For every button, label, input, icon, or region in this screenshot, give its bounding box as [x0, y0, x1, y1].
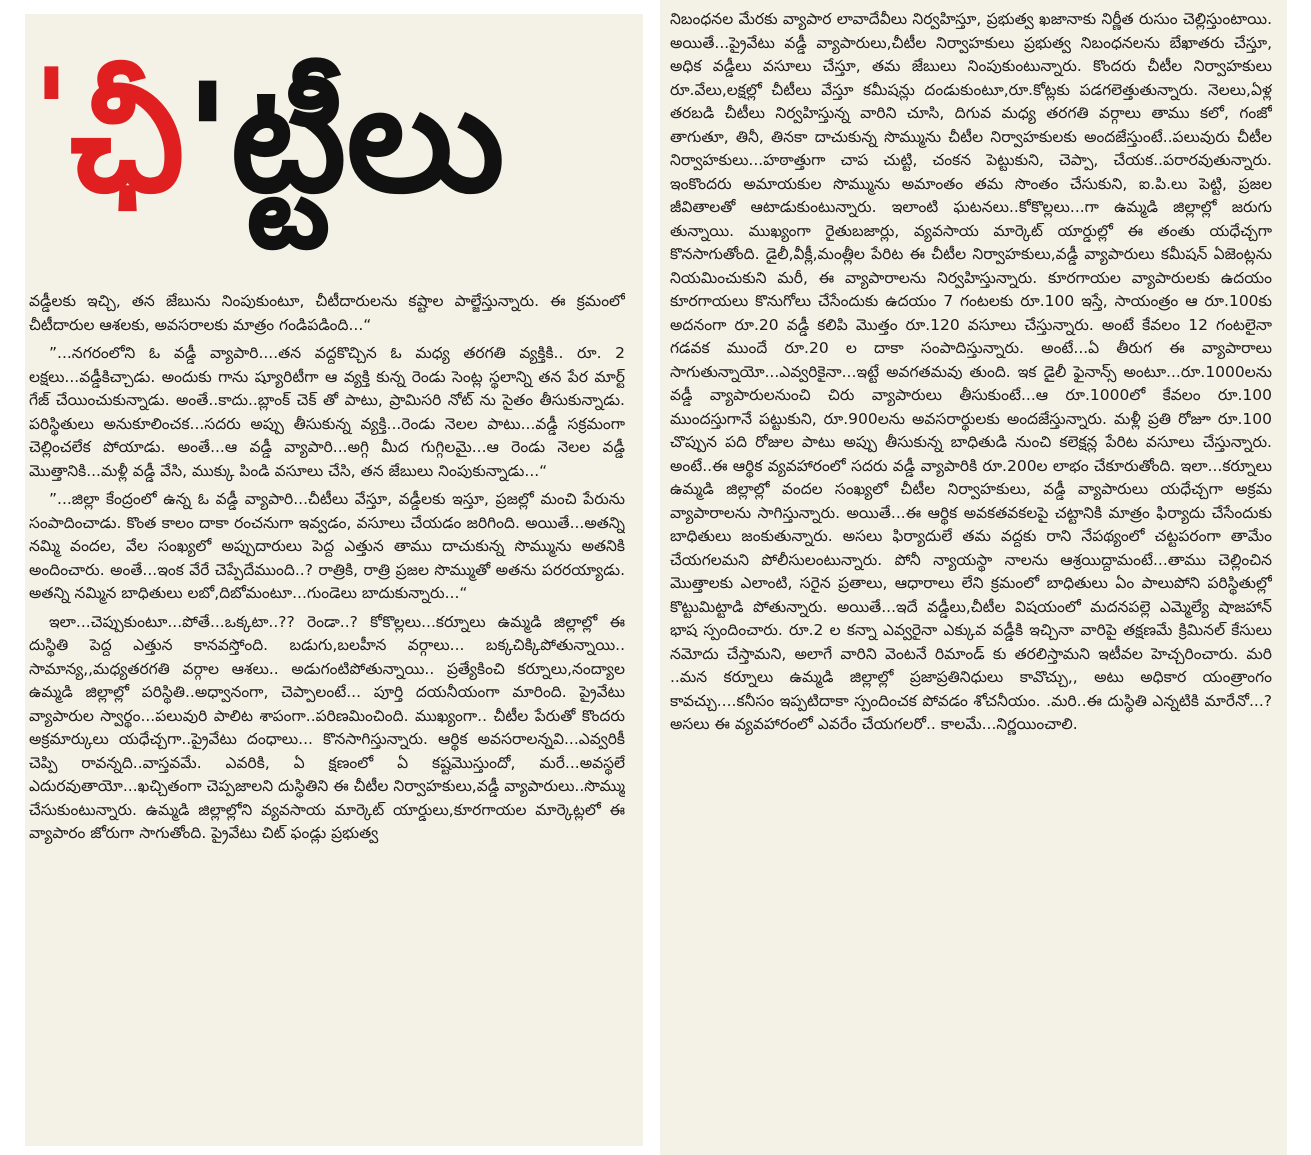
left-column [25, 14, 643, 1146]
headline-black-text: 'ట్టీలు [184, 52, 505, 226]
right-column-body [670, 8, 1272, 1148]
paragraph: ”...జిల్లా కేంద్రంలో ఉన్న ఓ వడ్డీ వ్యాపారి...చీటీలు వేస్తూ, వడ్డీలకు ఇస్తూ, ప్రజల్లో మంచి పేరును సంపాదించాడు. కొంత కాలం దాకా రంచనుగా ఇవ్వడం, వసూలు చేయడం జరిగింది. అయితే...అతన్ని నమ్మి వందల, వేల సంఖ్యలో అప్పుదారులు పెద్ద ఎత్తున తాము దాచుకున్న సొమ్మును అతనికి అందించారు. అంతే...ఇంక వేరే చెప్పేదేముంది..? రాత్రికి, రాత్రి ప్రజల సొమ్ముతో అతను పరరయ్యాడు. అతన్ని నమ్మిన బాధితులు లబో,దిబోమంటూ...గుండెలు బాదుకున్నారు...“ [29, 490, 625, 602]
paragraph: నిబంధనల మేరకు వ్యాపార లావాదేవీలు నిర్వహిస్తూ, ప్రభుత్వ ఖజానాకు నిర్ణీత రుసుం చెల్లిస్తుంటాయి. అయితే...ప్రైవేటు వడ్డీ వ్యాపారులు,చీటీల నిర్వాహకులు ప్రభుత్వ నిబంధనలను బేఖాతరు చేస్తూ, అధిక వడ్డీలు వసూలు చేస్తూ, తమ జేబులు నింపుకుంటున్నారు. కొందరు చీటీల నిర్వాహకులు రూ.వేలు,లక్షల్లో చీటీలు వేస్తూ కమీషన్లు దండుకుంటూ,రూ.కోట్లకు పడగలెత్తుతున్నారు. నెలలు,ఏళ్ల తరబడి చీటీలు నిర్వహిస్తున్న వారిని చూసి, దిగువ మధ్య తరగతి వర్గాలు తాము కలో, గంజో తాగుతూ, తినీ, తినకా దాచుకున్న సొమ్మును చీటీల నిర్వాహకులకు అందజేస్తుంటే..పలువురు చీటీల నిర్వాహకులు...హఠాత్తుగా చాప చుట్టి, చంకన పెట్టుకుని, చెప్పా, చేయక..పరారవుతున్నారు. ఇంకొందరు అమాయకుల సొమ్మును అమాంతం తమ సొంతం చేసుకుని, ఐ.పి.లు పెట్టి, ప్రజల జీవితాలతో ఆటాడుకుంటున్నారు. ఇలాంటి ఘటనలు..కోకొల్లలు...గా ఉమ్మడి జిల్లాల్లో జరుగు తున్నాయి. ముఖ్యంగా రైతుబజార్లు, వ్యవసాయ మార్కెట్ యార్డుల్లో ఈ తంతు యధేచ్చగా కొనసాగుతోంది. డైలీ,వీక్లీ,మంత్లీల పేరిట ఈ చీటీల నిర్వాహకులు,వడ్డీ వ్యాపారులు కమీషన్ ఏజెంట్లను నియమించుకుని మరీ, ఈ వ్యాపారాలను నిర్వహిస్తున్నారు. కూరగాయల వ్యాపారులకు ఉదయం కూరగాయలు కొనుగోలు చేసేందుకు ఉదయం 7 గంటలకు రూ.100 ఇస్తే, సాయంత్రం ఆ రూ.100కు అదనంగా రూ.20 వడ్డీ కలిపి మొత్తం రూ.120 వసూలు చేస్తున్నారు. అంటే కేవలం 12 గంటలైనా గడవక ముందే రూ.20 ల దాకా సంపాదిస్తున్నారు. అంటే...ఏ తీరుగ ఈ వ్యాపారాలు సాగుతున్నాయో...ఎవ్వరికైనా...ఇట్టే అవగతమవు తుంది. ఇక డైలీ ఫైనాన్స్ అంటూ...రూ.1000లను వడ్డీ వ్యాపారులనుంచి చిరు వ్యాపారులు తీసుకుంటే...ఆ రూ.1000లో కేవలం రూ.100 ముందస్తుగానే పట్టుకుని, రూ.900లను అవసరార్థులకు అందజేస్తున్నారు. మళ్లీ ప్రతి రోజూ రూ.100 చొప్పున పది రోజుల పాటు అప్పు తీసుకున్న బాధితుడి నుంచి కలెక్షన్ల పేరిట వసూలు చేస్తున్నారు. అంటే..ఈ ఆర్థిక వ్యవహారంలో సదరు వడ్డీ వ్యాపారికి రూ.200ల లాభం చేకూరుతోంది. ఇలా...కర్నూలు ఉమ్మడి జిల్లాల్లో వందల సంఖ్యలో చీటీల నిర్వాహకులు, వడ్డీ వ్యాపారులు యధేచ్చగా అక్రమ వ్యాపారాలను సాగిస్తున్నారు. అయితే...ఈ ఆర్థిక అవకతవకలపై చట్టానికి మాత్రం ఫిర్యాదు చేసేందుకు బాధితులు జంకుతున్నారు. అసలు ఫిర్యాదులే తమ వద్దకు రాని నేపథ్యంలో చట్టపరంగా తామేం చేయగలమని పోలీసులంటున్నారు. పోనీ న్యాయస్థా నాలను ఆశ్రయిద్దామంటే...తాము చెల్లించిన మొత్తాలకు ఎలాంటి, సరైన ప్రతాలు, ఆధారాలు లేని క్రమంలో బాధితులు ఏం పాలుపోని పరిస్థితుల్లో కొట్టుమిట్టాడి పోతున్నారు. అయితే...ఇదే వడ్డీలు,చీటీల విషయంలో మదనపల్లె ఎమ్మెల్యే షాజహాన్ భాష స్పందించారు. రూ.2 ల కన్నా ఎవ్వరైనా ఎక్కువ వడ్డీకి ఇచ్చినా వారిపై తక్షణమే క్రిమినల్ కేసులు నమోదు చేస్తామని, అలాగే వారిని వెంటనే రిమాండ్ కు తరలిస్తామని ఇటీవల హెచ్చరించారు. మరి ..మన కర్నూలు ఉమ్మడి జిల్లాల్లో ప్రజాప్రతినిధులు కావొచ్చు,, అటు అధికార యంత్రాంగం కావచ్చు....కనీసం ఇప్పటిదాకా స్పందించక పోవడం శోచనీయం. .మరి..ఈ దుస్థితి ఎన్నటికి మారేనో...? అసలు ఈ వ్యవహారంలో ఎవరేం చేయగలరో.. కాలమే...నిర్ణయించాలి. [670, 10, 1272, 733]
headline-quote-mark: ' [33, 44, 70, 183]
paragraph: వడ్డీలకు ఇచ్చి, తన జేబును నింపుకుంటూ, చీటీదారులను కష్టాల పాల్జేస్తున్నారు. ఈ క్రమంలో చీటీదారుల ఆశలకు, అవసరాలకు మాత్రం గండిపడింది...“ [29, 292, 625, 334]
paragraph: ఇలా...చెప్పుకుంటూ...పోతే...ఒక్కటా..?? రెండా..? కోకొల్లలు...కర్నూలు ఉమ్మడి జిల్లాల్లో ఈ దుస్థితి పెద్ద ఎత్తున కానవస్తోంది. బడుగు,బలహీన వర్గాలు... బక్కచిక్కిపోతున్నాయి.. సామాన్య,,మధ్యతరగతి వర్గాల ఆశలు.. అడుగంటిపోతున్నాయి.. ప్రత్యేకించి కర్నూలు,నంద్యాల ఉమ్మడి జిల్లాల్లో పరిస్థితి..అధ్వానంగా, చెప్పాలంటే... పూర్తి దయనీయంగా మారింది. ప్రైవేటు వ్యాపారుల స్వార్థం...పలువురి పాలిట శాపంగా..పరిణమించింది. ముఖ్యంగా.. చీటీల పేరుతో కొందరు అక్రమార్కులు యధేచ్చగా..ప్రైవేటు దంధాలు... కొనసాగిస్తున్నారు. ఆర్థిక అవసరాలన్నవి...ఎవ్వరికీ చెప్పి రావన్నది..వాస్తవమే. ఎవరికి, ఏ క్షణంలో ఏ కష్టమొస్తుందో, మరే...అవస్థలే ఎదురవుతాయో...ఖచ్చితంగా చెప్పజాలని దుస్థితిని ఈ చీటీల నిర్వాహకులు,వడ్డీ వ్యాపారులు..సొమ్ము చేసుకుంటున్నారు. ఉమ్మడి జిల్లాల్లోని వ్యవసాయ మార్కెట్ యార్డులు,కూరగాయల మార్కెట్లలో ఈ వ్యాపారం జోరుగా సాగుతోంది. ప్రైవేటు చిట్ ఫండ్లు ప్రభుత్వ [29, 612, 625, 842]
headline-red-text: ఛీ [69, 52, 185, 226]
right-column [660, 0, 1287, 1155]
headline [33, 34, 643, 279]
paragraph: ”...నగరంలోని ఓ వడ్డీ వ్యాపారి....తన వద్దకొచ్చిన ఓ మధ్య తరగతి వ్యక్తికి.. రూ. 2 లక్షలు...వడ్డీకిచ్చాడు. అందుకు గాను ష్యూరిటీగా ఆ వ్యక్తి కున్న రెండు సెంట్ల స్థలాన్ని తన పేర మార్ట్ గేజ్ చేయించుకున్నాడు. అంతే..కాదు..బ్లాంక్ చెక్ తో పాటు, ప్రామిసరి నోట్ ను సైతం తీసుకున్నాడు. పరిస్థితులు అనుకూలించక...సదరు అప్పు తీసుకున్న వ్యక్తి...రెండు నెలల పాటు...వడ్డీ సక్రమంగా చెల్లించలేక పోయాడు. అంతే...ఆ వడ్డీ వ్యాపారి...అగ్గి మీద గుగ్గిలమై...ఆ రెండు నెలల వడ్డీ మొత్తానికి...మళ్లీ వడ్డీ వేసి, ముక్కు పిండి వసూలు చేసి, తన జేబులు నింపుకున్నాడు...“ [29, 344, 625, 480]
left-column-body [29, 290, 625, 1146]
